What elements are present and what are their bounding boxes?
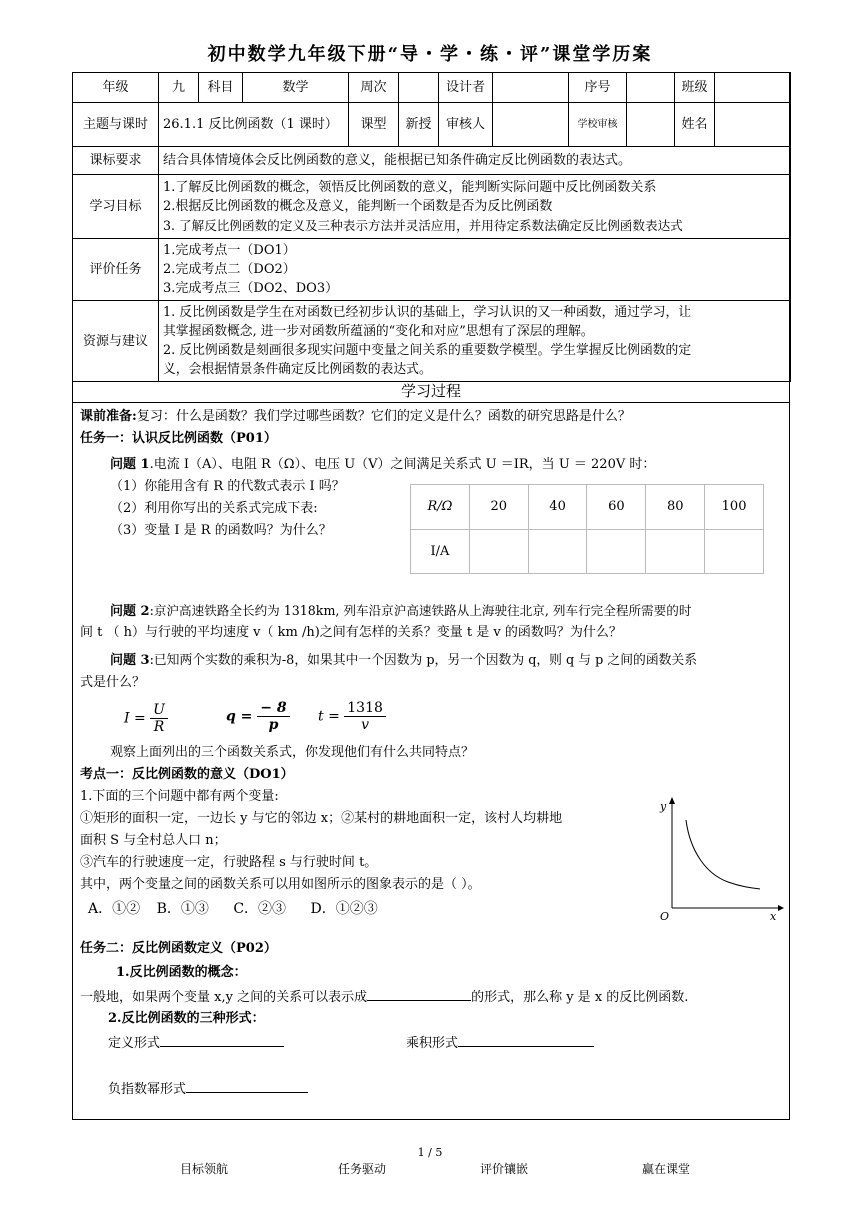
concept-post: 的形式，那么称 y 是 x 的反比例函数. [471, 990, 689, 1005]
concept-pre: 一般地，如果两个变量 x,y 之间的关系可以表示成 [80, 990, 368, 1005]
inverse-function-graph [650, 796, 785, 922]
value-number[interactable] [627, 73, 675, 103]
r-value: 60 [587, 485, 646, 530]
q1-text: .电流 I（A）、电阻 R（Ω）、电压 U（V）之间满足关系式 U ＝IR，当 U ＝ 220V 时： [149, 457, 656, 472]
formula-q-lhs: q = [226, 708, 253, 725]
label-class: 班级 [675, 73, 715, 103]
q1-line [110, 456, 655, 474]
info-row-standard [73, 147, 791, 175]
formula-t-numerator: 1318 [344, 700, 386, 717]
info-row-topic [73, 103, 791, 147]
label-reviewer: 审核人 [439, 103, 493, 147]
value-reviewer[interactable] [493, 103, 569, 147]
value-standard: 结合具体情境体会反比例函数的意义，能根据已知条件确定反比例函数的表达式。 [159, 147, 791, 175]
formula-t-lhs: t = [318, 708, 340, 725]
q1-sub-3: （3）变量 I 是 R 的函数吗？为什么？ [110, 523, 332, 538]
prep-label: 课前准备: [80, 409, 137, 424]
label-topic: 主题与课时 [73, 103, 159, 147]
r-value: 80 [646, 485, 705, 530]
forms-heading: 2.反比例函数的三种形式： [108, 1011, 265, 1026]
formula-i-lhs: I = [124, 710, 146, 727]
value-class[interactable] [715, 73, 791, 103]
form-definition-line [108, 1032, 284, 1053]
task-item: 1.完成考点一（DO1） [163, 243, 296, 258]
label-standard: 课标要求 [73, 147, 159, 175]
prep-line [80, 408, 631, 426]
task-item: 2.完成考点二（DO2） [163, 262, 296, 277]
value-lesson-type: 新授 [399, 103, 439, 147]
form-def-label: 定义形式 [108, 1036, 161, 1051]
origin-label: O [660, 910, 670, 922]
resource-line: 其掌握函数概念, 进一步对函数所蕴涵的“变化和对应”思想有了深层的理解。 [163, 324, 594, 339]
task1-heading: 任务一：认识反比例函数（P01） [80, 431, 277, 446]
resource-line: 1. 反比例函数是学生在对函数已经初步认识的基础上，学习认识的又一种函数，通过学习，让 [163, 305, 692, 320]
option-d[interactable]: D．①②③ [310, 901, 378, 917]
i-row [411, 529, 764, 574]
info-row-goals [73, 175, 791, 239]
form-product-line [406, 1032, 594, 1053]
q1-label: 问题 1 [110, 457, 150, 472]
formula-q-denominator: p [268, 717, 279, 733]
form-prod-label: 乘积形式 [406, 1036, 459, 1051]
i-cell[interactable] [587, 529, 646, 574]
r-row [411, 485, 764, 530]
label-goals: 学习目标 [73, 175, 159, 239]
q3-line-2: 式是什么？ [80, 675, 146, 690]
kp1-line: 面积 S 与全村总人口 n； [80, 833, 227, 848]
formula-q-numerator: − 8 [257, 700, 289, 717]
tasks-list [159, 239, 791, 301]
info-table [72, 72, 791, 382]
option-c[interactable]: C．②③ [233, 901, 287, 917]
kp1-line: 其中，两个变量之间的函数关系可以用如图所示的图象表示的是（ ）。 [80, 877, 481, 892]
i-cell[interactable] [528, 529, 587, 574]
resource-line: 义，会根据情景条件确定反比例函数的表达式。 [163, 362, 432, 377]
concept-heading: 1.反比例函数的概念： [116, 965, 247, 980]
i-cell[interactable] [646, 529, 705, 574]
kp1-heading: 考点一：反比例函数的意义（DO1） [80, 767, 294, 782]
value-school-review[interactable] [627, 103, 675, 147]
option-a[interactable]: A．①② [88, 901, 141, 917]
formula-q [226, 700, 290, 733]
form-negative-exponent-line [108, 1078, 308, 1099]
kp1-options [88, 900, 378, 918]
footer-item: 赢在课堂 [642, 1162, 691, 1176]
resource-line: 2. 反比例函数是刻画很多现实问题中变量之间关系的重要数学模型。学生掌握反比例函数的定 [163, 343, 692, 358]
r-value: 40 [528, 485, 587, 530]
r-label: R/Ω [411, 485, 470, 530]
goal-item: 2.根据反比例函数的概念及意义，能判断一个函数是否为反比例函数 [163, 199, 553, 214]
x-axis-arrow [778, 905, 784, 911]
footer-item: 目标领航 [180, 1162, 229, 1176]
goals-list [159, 175, 791, 239]
label-lesson-type: 课型 [349, 103, 399, 147]
q3-text: :已知两个实数的乘积为-8，如果其中一个因数为 p，另一个因数为 q，则 q 与 p 之间的函数关系 [149, 653, 698, 668]
goal-item: 1.了解反比例函数的概念，领悟反比例函数的意义，能判断实际问题中反比例函数关系 [163, 180, 657, 195]
label-designer: 设计者 [439, 73, 493, 103]
kp1-line: ①矩形的面积一定，一边长 y 与它的邻边 x；②某村的耕地面积一定，该村人均耕地 [80, 811, 563, 826]
label-school-review: 学校审核 [569, 103, 627, 147]
concept-blank[interactable] [367, 986, 471, 1001]
q1-sub-1: （1）你能用含有 R 的代数式表示 I 吗？ [110, 479, 345, 494]
label-resources: 资源与建议 [73, 301, 159, 382]
x-axis-label: x [770, 910, 777, 922]
q2-line-1 [110, 602, 691, 621]
value-subject: 数学 [243, 73, 349, 103]
learning-process-heading: 学习过程 [72, 380, 790, 403]
formula-i-numerator: U [150, 702, 168, 719]
form-prod-blank[interactable] [458, 1032, 594, 1047]
resources-text [159, 301, 791, 382]
concept-line [80, 986, 688, 1007]
q2-label: 问题 2 [110, 604, 150, 619]
form-neg-label: 负指数幂形式 [108, 1082, 187, 1097]
formula-i-denominator: R [153, 719, 165, 735]
hyperbola-curve [686, 820, 760, 889]
info-row-resources [73, 301, 791, 382]
value-name[interactable] [715, 103, 791, 147]
label-subject: 科目 [199, 73, 243, 103]
label-tasks: 评价任务 [73, 239, 159, 301]
option-b[interactable]: B．①③ [156, 901, 209, 917]
info-row-tasks [73, 239, 791, 301]
info-row-grade [73, 73, 791, 103]
value-designer[interactable] [493, 73, 569, 103]
observe-text: 观察上面列出的三个函数关系式，你发现他们有什么共同特点？ [110, 745, 475, 760]
y-axis-arrow [669, 797, 675, 804]
goal-item: 3. 了解反比例函数的定义及三种表示方法并灵活应用，并用待定系数法确定反比例函数表达式 [163, 218, 683, 233]
i-label: I/A [411, 529, 470, 574]
q2-line-2: 间 t （ h）与行驶的平均速度 v（ km /h)之间有怎样的关系？变量 t 是 v 的函数吗？为什么？ [80, 625, 622, 640]
value-week[interactable] [399, 73, 439, 103]
r-value: 20 [469, 485, 528, 530]
label-name: 姓名 [675, 103, 715, 147]
label-grade: 年级 [73, 73, 159, 103]
formula-i [124, 702, 168, 735]
page-number: 1 / 5 [417, 1146, 443, 1159]
footer-item: 任务驱动 [338, 1162, 387, 1176]
y-axis-label: y [660, 800, 667, 813]
page-title: 初中数学九年级下册“导・学・练・评”课堂学历案 [207, 44, 653, 65]
label-week: 周次 [349, 73, 399, 103]
value-topic: 26.1.1 反比例函数（1 课时） [159, 103, 349, 147]
form-neg-blank[interactable] [186, 1078, 308, 1093]
q3-label: 问题 3 [110, 653, 150, 668]
q2-text: :京沪高速铁路全长约为 1318km, 列车沿京沪高速铁路从上海驶往北京, 列车行完全程所需要的时 [149, 603, 692, 618]
r-i-table [410, 484, 764, 574]
q3-line-1 [110, 652, 697, 670]
q1-sub-2: （2）利用你写出的关系式完成下表: [110, 501, 318, 516]
i-cell[interactable] [469, 529, 528, 574]
kp1-line: 1.下面的三个问题中都有两个变量: [80, 789, 279, 804]
formula-t-denominator: v [361, 717, 370, 733]
footer-item: 评价镶嵌 [480, 1162, 529, 1176]
i-cell[interactable] [705, 529, 764, 574]
form-def-blank[interactable] [160, 1032, 284, 1047]
prep-text: 复习：什么是函数？我们学过哪些函数？它们的定义是什么？函数的研究思路是什么？ [136, 409, 631, 424]
formula-t [318, 700, 386, 733]
r-value: 100 [705, 485, 764, 530]
task2-heading: 任务二：反比例函数定义（P02） [80, 941, 277, 956]
value-grade: 九 [159, 73, 199, 103]
task-item: 3.完成考点三（DO2、DO3） [163, 281, 339, 296]
label-number: 序号 [569, 73, 627, 103]
kp1-line: ③汽车的行驶速度一定，行驶路程 s 与行驶时间 t。 [80, 855, 378, 870]
